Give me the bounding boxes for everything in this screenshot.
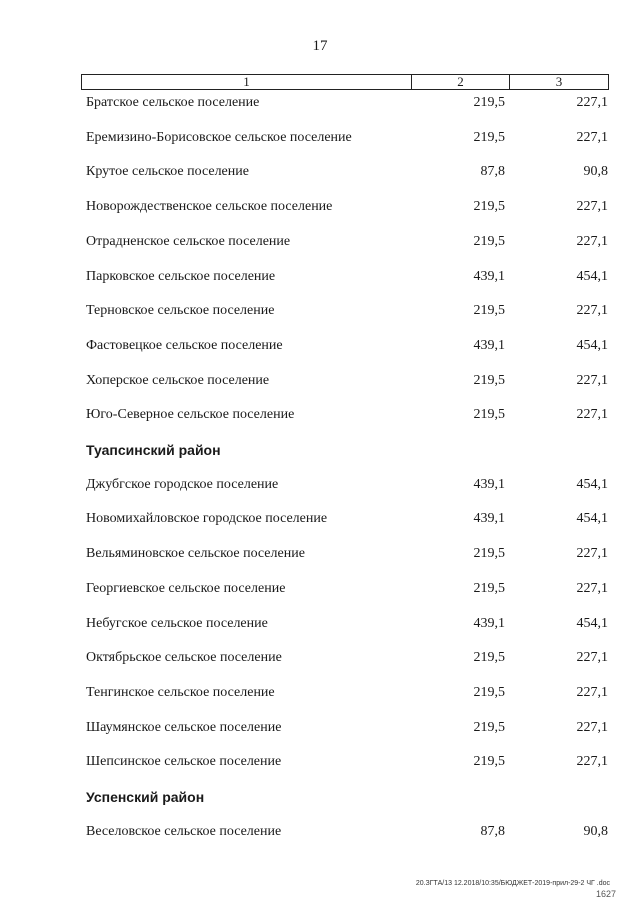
value-col-2: 219,5: [473, 546, 505, 562]
value-col-2: 439,1: [473, 615, 505, 631]
section-heading-row: [0, 787, 640, 807]
table-row: [0, 683, 640, 703]
settlement-name: Шаумянское сельское поселение: [86, 719, 282, 735]
settlement-name: Отрадненское сельское поселение: [86, 233, 291, 249]
value-col-3: 454,1: [576, 337, 608, 353]
table-row: [0, 128, 640, 148]
table-row: [0, 718, 640, 738]
settlement-name: Небугское сельское поселение: [86, 615, 268, 631]
value-col-2: 219,5: [473, 684, 505, 700]
value-col-3: 454,1: [576, 268, 608, 284]
value-col-3: 227,1: [576, 233, 608, 249]
value-col-3: 227,1: [576, 95, 608, 110]
settlement-name: Новорождественское сельское поселение: [86, 199, 333, 215]
value-col-3: 227,1: [576, 650, 608, 666]
settlement-name: Хоперское сельское поселение: [86, 372, 270, 388]
table-row: [0, 232, 640, 252]
value-col-3: 227,1: [576, 719, 608, 735]
header-col-2: 2: [412, 75, 510, 89]
value-col-3: 227,1: [576, 199, 608, 215]
value-col-3: 227,1: [576, 407, 608, 423]
value-col-3: 227,1: [576, 546, 608, 562]
table-row: [0, 822, 640, 842]
value-col-2: 219,5: [473, 719, 505, 735]
value-col-2: 87,8: [480, 823, 505, 839]
table-row: [0, 544, 640, 564]
table-row: [0, 648, 640, 668]
table-row: [0, 752, 640, 772]
table-row: [0, 267, 640, 287]
settlement-name: Вельяминовское сельское поселение: [86, 546, 305, 562]
table-row: [0, 405, 640, 425]
table-row: [0, 197, 640, 217]
settlement-name: Октябрьское сельское поселение: [86, 650, 282, 666]
value-col-2: 219,5: [473, 650, 505, 666]
settlement-name: Парковское сельское поселение: [86, 268, 276, 284]
settlement-name: Георгиевское сельское поселение: [86, 580, 286, 596]
settlement-name: Фастовецкое сельское поселение: [86, 337, 283, 353]
value-col-2: 219,5: [473, 129, 505, 145]
value-col-3: 227,1: [576, 129, 608, 145]
header-col-1: 1: [82, 75, 412, 89]
value-col-3: 90,8: [583, 823, 608, 839]
value-col-2: 439,1: [473, 511, 505, 527]
value-col-3: 227,1: [576, 754, 608, 770]
settlement-name: Еремизино-Борисовское сельское поселение: [86, 129, 352, 145]
table-row: [0, 301, 640, 321]
value-col-3: 227,1: [576, 580, 608, 596]
value-col-2: 219,5: [473, 95, 505, 110]
table-row: [0, 475, 640, 495]
footer-mark: 1627: [595, 889, 616, 899]
value-col-3: 90,8: [583, 164, 608, 180]
value-col-2: 439,1: [473, 476, 505, 492]
settlement-name: Тенгинское сельское поселение: [86, 684, 275, 700]
value-col-3: 227,1: [576, 372, 608, 388]
section-title: Туапсинский район: [86, 442, 221, 458]
value-col-2: 219,5: [473, 580, 505, 596]
value-col-2: 87,8: [480, 164, 505, 180]
settlement-name: Шепсинское сельское поселение: [86, 754, 282, 770]
settlement-name: Терновское сельское поселение: [86, 303, 275, 319]
settlement-name: Новомихайловское городское поселение: [86, 511, 328, 527]
table-row: [0, 371, 640, 391]
value-col-3: 454,1: [576, 476, 608, 492]
value-col-3: 454,1: [576, 511, 608, 527]
value-col-2: 219,5: [473, 754, 505, 770]
value-col-2: 439,1: [473, 337, 505, 353]
section-heading-row: [0, 440, 640, 460]
value-col-2: 439,1: [473, 268, 505, 284]
value-col-2: 219,5: [473, 372, 505, 388]
settlement-name: Веселовское сельское поселение: [86, 823, 282, 839]
header-col-3: 3: [555, 74, 563, 89]
table-row: [0, 93, 640, 113]
value-col-3: 227,1: [576, 303, 608, 319]
table-row: [0, 162, 640, 182]
table-row: [0, 509, 640, 529]
value-col-2: 219,5: [473, 407, 505, 423]
page-number: 17: [312, 38, 328, 54]
settlement-name: Крутое сельское поселение: [86, 164, 249, 180]
table-row: [0, 614, 640, 634]
table-row: [0, 336, 640, 356]
section-title: Успенский район: [86, 789, 205, 805]
settlement-name: Братское сельское поселение: [86, 95, 260, 110]
footer-file-info: 20.ЗГТА/13 12.2018/10:35/БЮДЖЕТ-2019-прил-29-2 ЧГ .doc: [415, 880, 610, 887]
value-col-2: 219,5: [473, 233, 505, 249]
value-col-2: 219,5: [473, 199, 505, 215]
table-header: [81, 74, 609, 90]
value-col-3: 227,1: [576, 684, 608, 700]
settlement-name: Джубгское городское поселение: [86, 476, 279, 492]
value-col-3: 454,1: [576, 615, 608, 631]
value-col-2: 219,5: [473, 303, 505, 319]
table-row: [0, 579, 640, 599]
settlement-name: Юго-Северное сельское поселение: [86, 407, 295, 423]
